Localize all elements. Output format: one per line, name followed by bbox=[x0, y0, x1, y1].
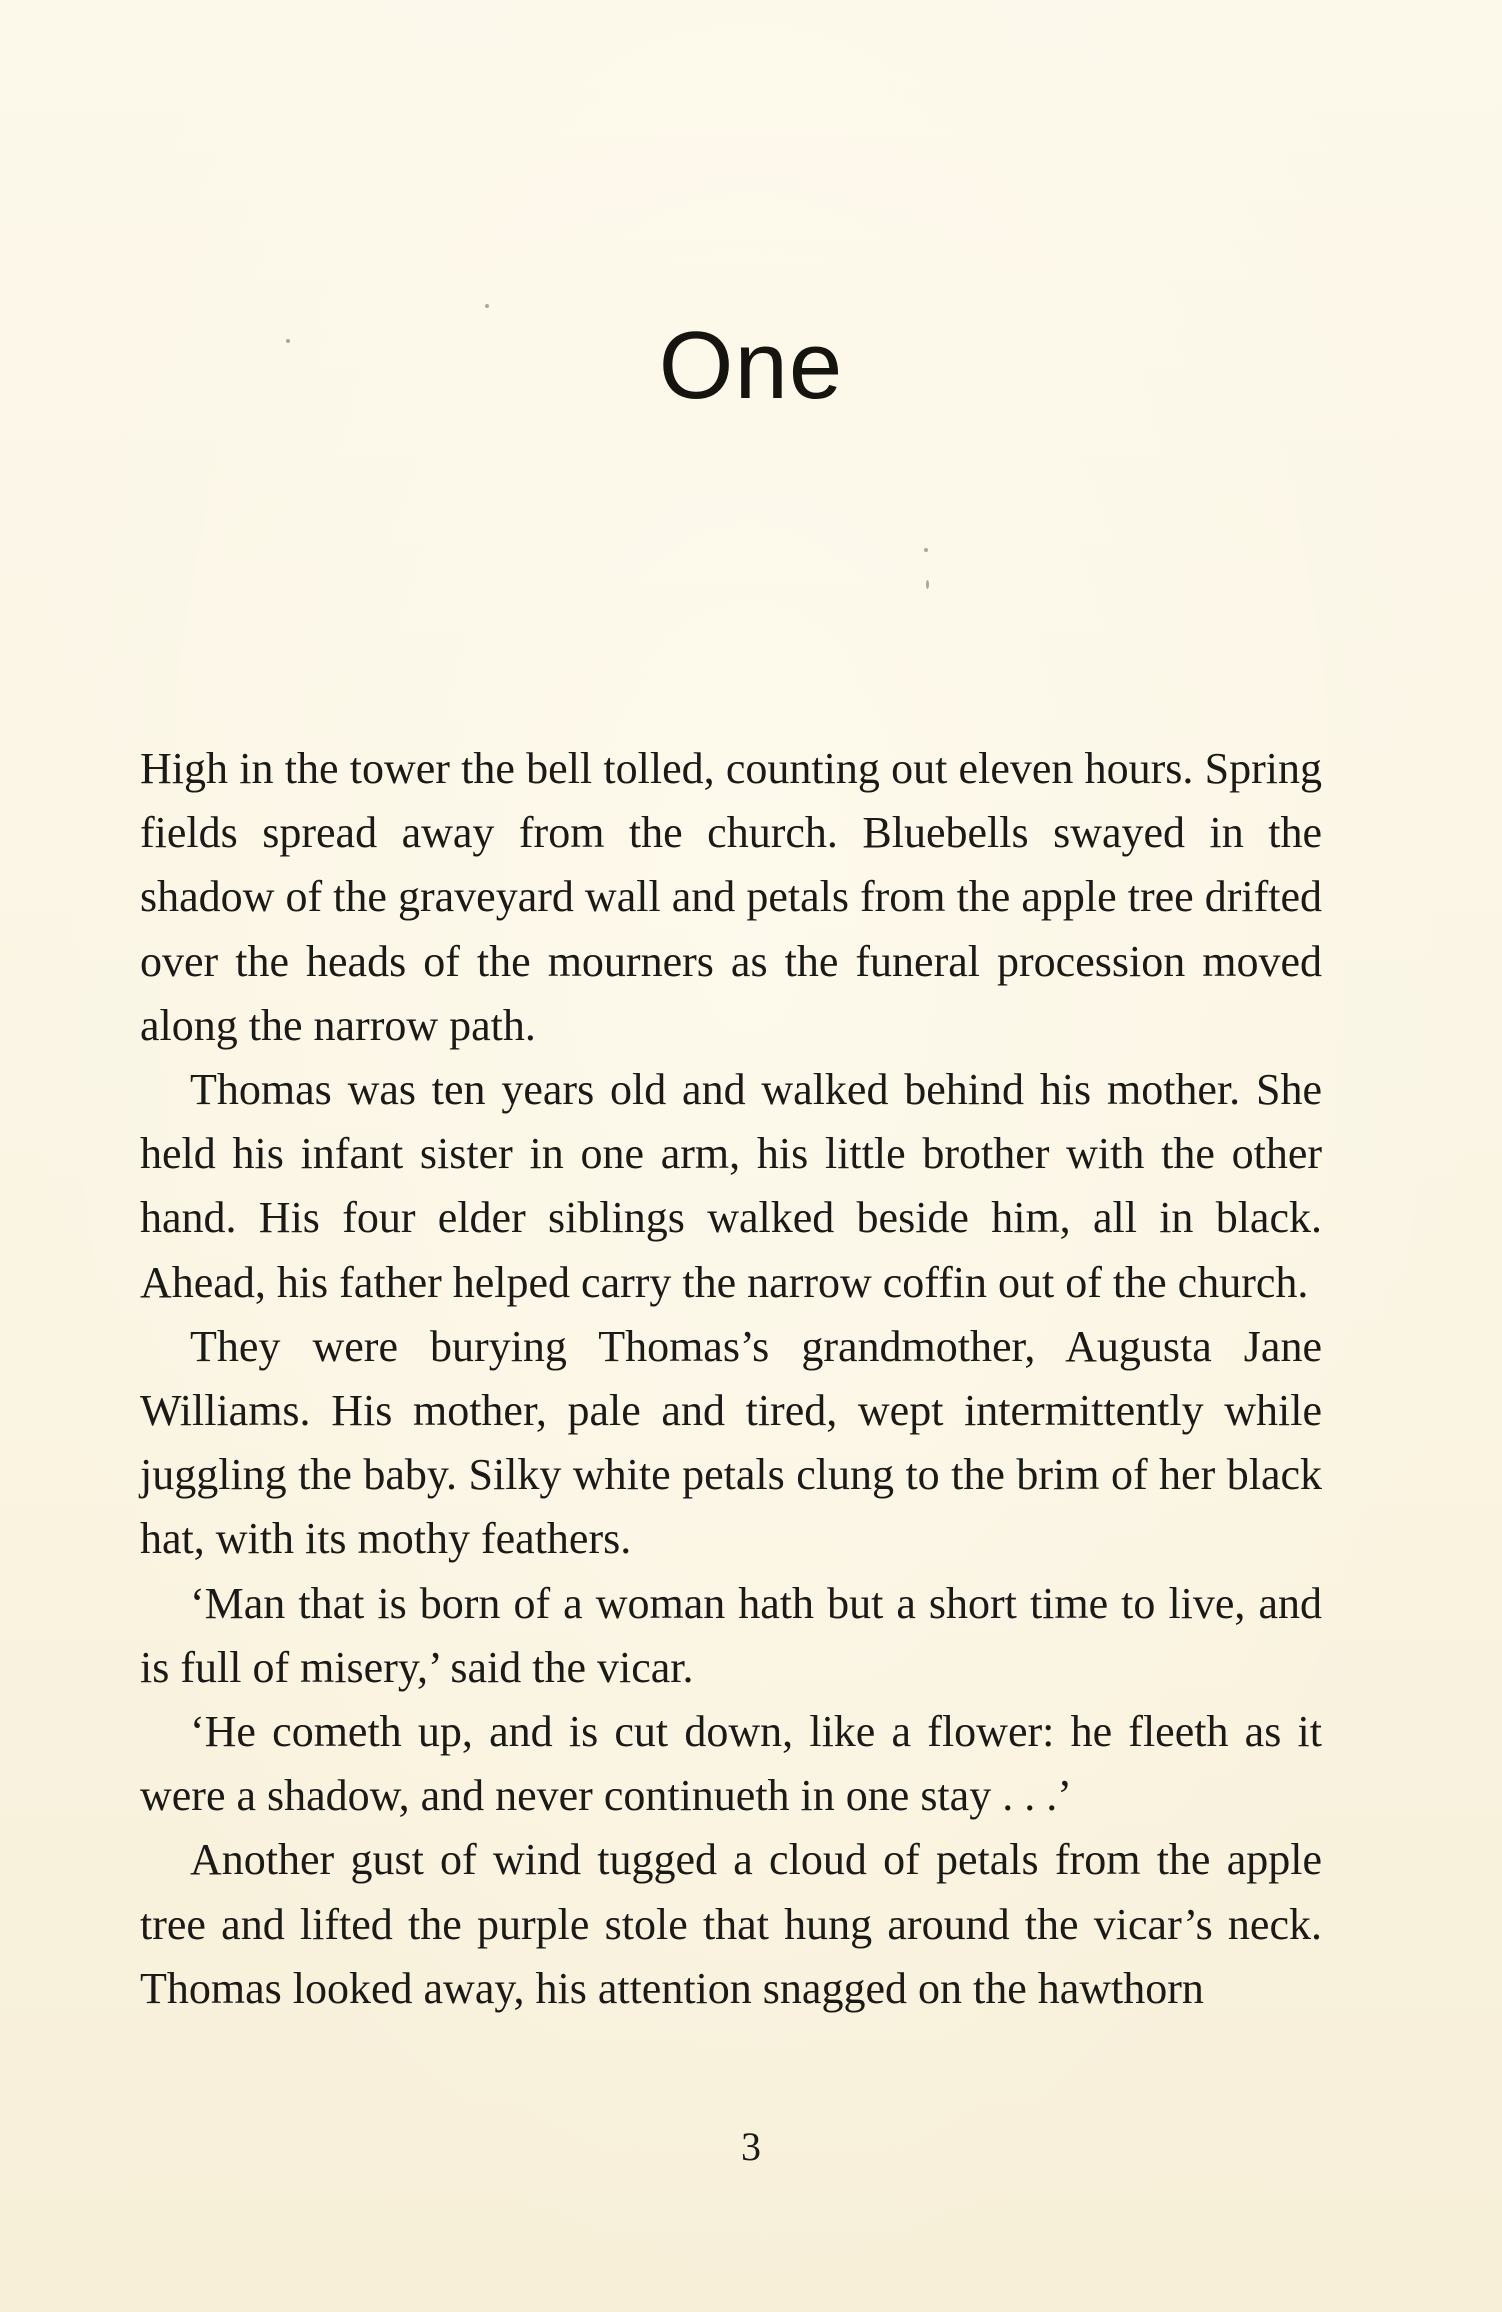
print-speck bbox=[286, 339, 290, 343]
print-speck bbox=[924, 548, 928, 552]
print-speck bbox=[926, 580, 929, 589]
chapter-title: One bbox=[658, 312, 844, 419]
body-text bbox=[140, 737, 1322, 2021]
paragraph-2: Thomas was ten years old and walked behind his mother. She held his infant sister in one arm, his little brother with the other hand. His four elder siblings walked beside him, all in black. Ahead, his father helped carry the narrow coffin out of the church. bbox=[140, 1065, 1322, 1307]
paragraph-3: They were burying Thomas’s grandmother, Augusta Jane Williams. His mother, pale and tired, wept intermittently while juggling the baby. Silky white petals clung to the brim of her black hat, with its mothy feathers. bbox=[140, 1321, 1322, 1564]
paragraph-6: Another gust of wind tugged a cloud of petals from the apple tree and lifted the purple stole that hung around the vicar’s neck. Thomas looked away, his attention snagged on the hawthorn bbox=[140, 1835, 1322, 2013]
print-speck bbox=[485, 304, 489, 308]
paragraph-4: ‘Man that is born of a woman hath but a short time to live, and is full of misery,’ said the vicar. bbox=[140, 1578, 1322, 1692]
paragraph-5: ‘He cometh up, and is cut down, like a flower: he fleeth as it were a shadow, and never continueth in one stay . . .’ bbox=[140, 1707, 1322, 1821]
paragraph-1: High in the tower the bell tolled, counting out eleven hours. Spring fields spread away from the church. Bluebells swayed in the shadow of the graveyard wall and petals from the apple tree drifted over the heads of the mourners as the funeral procession moved along the narrow path. bbox=[140, 744, 1322, 1050]
page-number: 3 bbox=[741, 2124, 761, 2169]
